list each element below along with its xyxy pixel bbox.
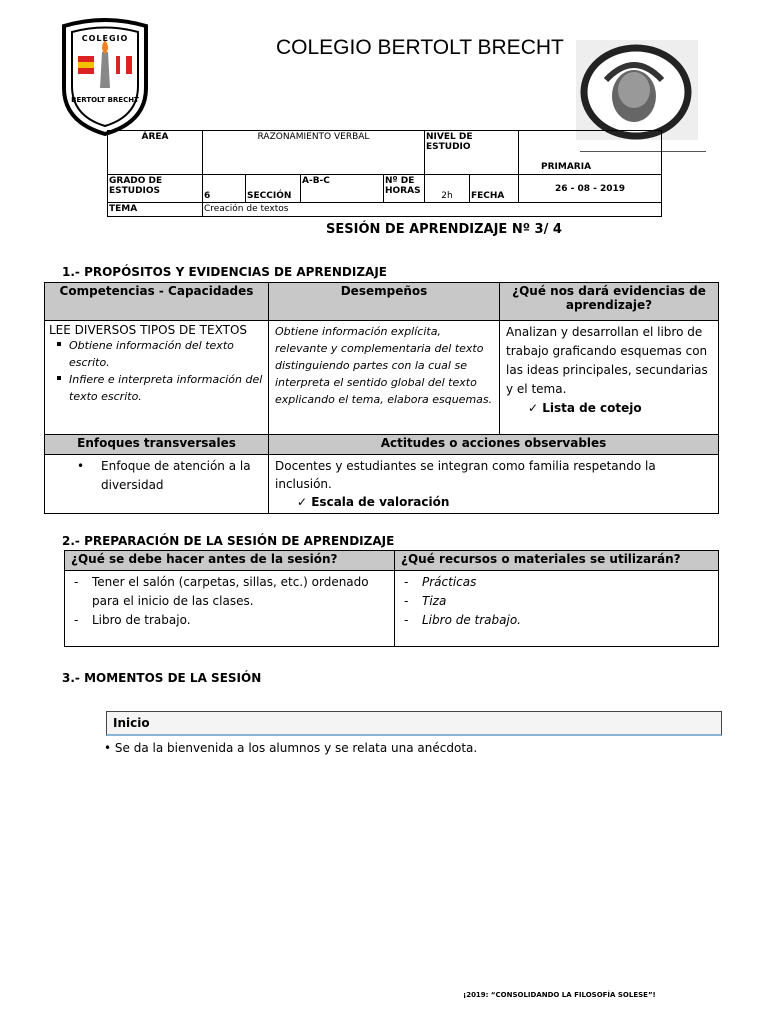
- desempeno-text: Obtiene información explícita, relevante y complementaria del texto distinguiendo partes con la cual se interpreta el sentido global del texto explicando el tema, elabora esquemas.: [269, 321, 500, 435]
- instrumento-row: [506, 399, 712, 418]
- instrumento-text: Lista de cotejo: [542, 401, 642, 415]
- col-recursos: ¿Qué recursos o materiales se utilizarán?: [395, 551, 719, 571]
- seccion-label: SECCIÓN: [246, 175, 301, 203]
- col-antes: ¿Qué se debe hacer antes de la sesión?: [65, 551, 395, 571]
- competencia-text: LEE DIVERSOS TIPOS DE TEXTOS: [49, 323, 247, 337]
- capacidades-list: [49, 337, 264, 405]
- actitudes-header: Actitudes o acciones observables: [269, 435, 719, 455]
- check-icon: ✓: [528, 401, 543, 415]
- col-competencias: Competencias - Capacidades: [45, 283, 269, 321]
- horas-value: 2h: [425, 175, 470, 203]
- list-item: - Tiza: [396, 592, 717, 611]
- tema-value: Creación de textos: [203, 203, 662, 217]
- grado-value: 6: [203, 175, 246, 203]
- enfoque-item: • Enfoque de atención a la diversidad: [49, 457, 264, 495]
- antes-list: [66, 573, 393, 630]
- section2-heading: 2.- PREPARACIÓN DE LA SESIÓN DE APRENDIZAJE: [62, 534, 395, 548]
- escala-row: [275, 493, 712, 511]
- section1-heading: 1.- PROPÓSITOS Y EVIDENCIAS DE APRENDIZAJE: [62, 265, 387, 279]
- col-desempenos: Desempeños: [269, 283, 500, 321]
- evidencia-text: Analizan y desarrollan el libro de trabajo graficando esquemas con las ideas principales, secundarias y el tema.: [506, 325, 708, 396]
- list-item: - Libro de trabajo.: [396, 611, 717, 630]
- tema-label: TEMA: [108, 203, 203, 217]
- nivel-label: NIVEL DE ESTUDIO: [425, 131, 519, 175]
- preparation-table: [64, 550, 719, 647]
- grado-label: GRADO DE ESTUDIOS: [108, 175, 203, 203]
- portrait-photo: [576, 40, 698, 140]
- list-item: - Prácticas: [396, 573, 717, 592]
- recursos-list: [396, 573, 717, 630]
- list-item: - Tener el salón (carpetas, sillas, etc.) ordenado para el inicio de las clases.: [66, 573, 393, 611]
- school-name: COLEGIO BERTOLT BRECHT: [276, 36, 564, 59]
- escala-text: Escala de valoración: [311, 495, 450, 509]
- inicio-box: [106, 711, 722, 736]
- seccion-value: A-B-C: [301, 175, 384, 203]
- logo-top-text: COLEGIO: [81, 34, 129, 43]
- school-logo: [58, 18, 152, 136]
- list-item: Infiere e interpreta información del texto escrito.: [49, 371, 264, 405]
- check-icon: ✓: [297, 495, 312, 509]
- enfoques-header: Enfoques transversales: [45, 435, 269, 455]
- footer-motto: ¡2019: “CONSOLIDANDO LA FILOSOFÍA SOLESE”!: [463, 991, 656, 999]
- actitud-text: Docentes y estudiantes se integran como familia respetando la inclusión.: [275, 459, 656, 491]
- logo-bottom-text: BERTOLT BRECHT: [71, 96, 139, 104]
- horas-label: Nº DE HORAS: [384, 175, 425, 203]
- bullet-icon: •: [104, 741, 115, 755]
- inicio-item-text: Se da la bienvenida a los alumnos y se relata una anécdota.: [114, 741, 478, 755]
- area-value: RAZONAMIENTO VERBAL: [203, 131, 425, 175]
- fecha-label: FECHA: [470, 175, 519, 203]
- fecha-value: 26 - 08 - 2019: [519, 175, 662, 203]
- info-table: [107, 130, 662, 217]
- session-title: SESIÓN DE APRENDIZAJE Nº 3/ 4: [326, 222, 562, 237]
- inicio-label: Inicio: [113, 716, 150, 730]
- list-item: Obtiene información del texto escrito.: [49, 337, 264, 371]
- col-evidencias: ¿Qué nos dará evidencias de aprendizaje?: [500, 283, 719, 321]
- list-item: - Libro de trabajo.: [66, 611, 393, 630]
- purposes-table: [44, 282, 719, 514]
- section3-heading: 3.- MOMENTOS DE LA SESIÓN: [62, 671, 262, 685]
- nivel-value: PRIMARIA: [519, 131, 662, 175]
- area-label: ÁREA: [108, 131, 203, 175]
- inicio-item: [104, 741, 477, 755]
